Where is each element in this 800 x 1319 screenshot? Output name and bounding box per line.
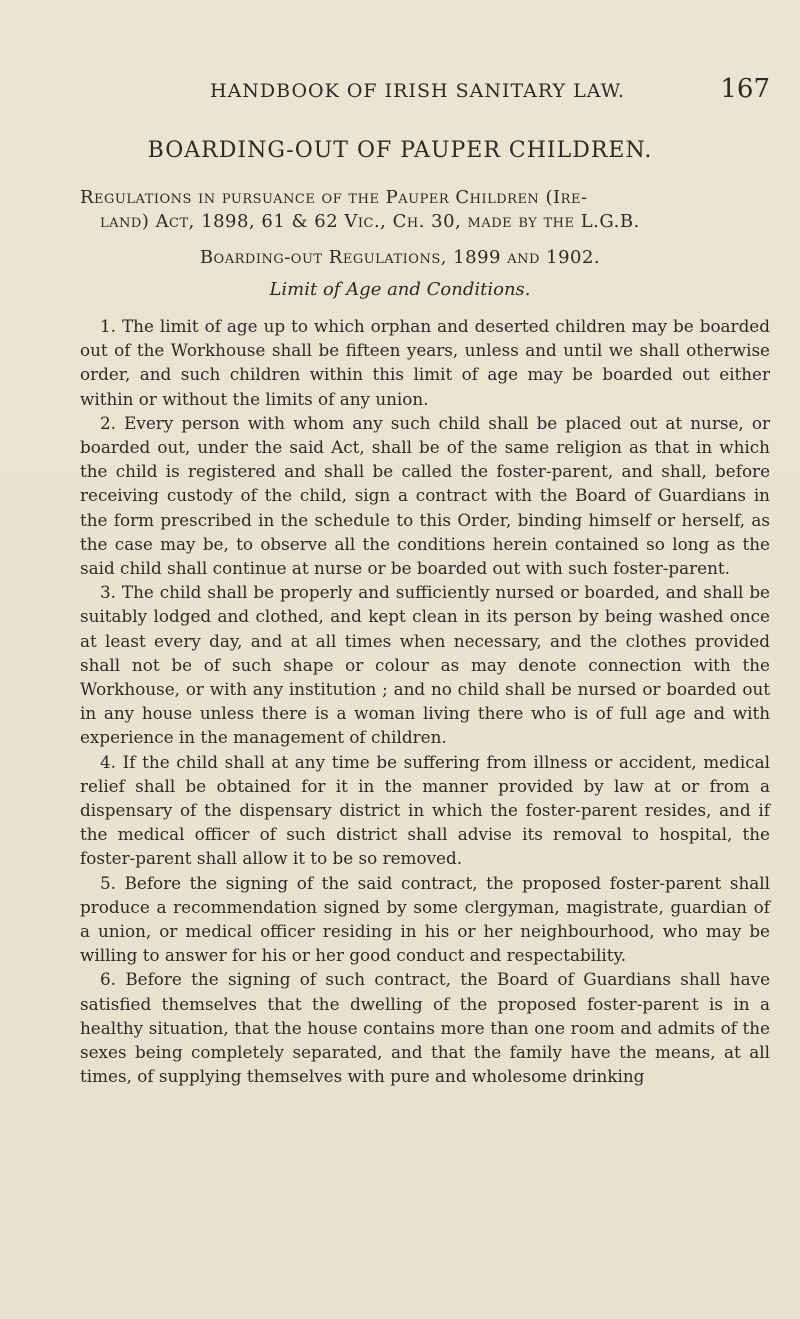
page-number: 167	[720, 74, 770, 104]
paragraph-2: 2. Every person with whom any such child shall be placed out at nurse, or boarded out, under the said Act, shall be of the same religion as that in which the child is registered and shall be called the foster-parent, and shall, before receiving custody of the child, sign a contract with the Board of Guardians in the form prescribed in the schedule to this Order, binding himself or herself, as the case may be, to observe all the conditions herein contained so long as the said child shall continue at nurse or be boarded out with such foster-parent.	[80, 412, 770, 579]
paragraph-5: 5. Before the signing of the said contract, the proposed foster-parent shall produce a recommendation signed by some clergyman, magistrate, guardian of a union, or medical officer residing in his or her neighbourhood, who may be willing to answer for his or her good conduct and respectability.	[80, 872, 770, 966]
paragraph-1: 1. The limit of age up to which orphan and deserted children may be boarded out of the Workhouse shall be fifteen years, unless and until we shall otherwise order, and such children within this limit of age may be boarded out either within or without the limits of any union.	[80, 316, 770, 409]
regulations-heading-line-2: land) Act, 1898, 61 & 62 Vic., Ch. 30, made by the L.G.B.	[100, 211, 640, 232]
running-title: HANDBOOK OF IRISH SANITARY LAW.	[210, 80, 625, 102]
running-head	[140, 74, 770, 110]
chapter-title: BOARDING-OUT OF PAUPER CHILDREN.	[147, 138, 653, 163]
regulations-heading-line-1: Regulations in pursuance of the Pauper Children (Ire-	[80, 187, 588, 208]
paragraph-4: 4. If the child shall at any time be suffering from illness or accident, medical relief shall be obtained for it in the manner provided by law at or from a dispensary of the dispensary district in which the foster-parent resides, and if the medical officer of such district shall advise its removal to hospital, the foster-parent shall allow it to be so removed.	[80, 751, 770, 869]
regulations-heading	[80, 186, 770, 234]
body-text	[80, 314, 770, 1089]
paragraph-6: 6. Before the signing of such contract, the Board of Guardians shall have satisfied themselves that the dwelling of the proposed foster-parent is in a healthy situation, that the house contains more than one room and admits of the sexes being completely separated, and that the family have the means, at all times, of supplying themselves with pure and wholesome drinking	[80, 969, 770, 1087]
section-heading: Limit of Age and Conditions.	[269, 279, 531, 300]
paragraph-3: 3. The child shall be properly and sufficiently nursed or boarded, and shall be suitably lodged and clothed, and kept clean in its person by being washed once at least every day, and at all times when necessary, and the clothes provided shall not be of such shape or colour as may denote connection with the Workhouse, or with any institution ; and no child shall be nursed or boarded out in any house unless there is a woman living there who is of full age and with experience in the management of children.	[80, 582, 770, 748]
regulations-subheading: Boarding-out Regulations, 1899 and 1902.	[199, 247, 601, 268]
